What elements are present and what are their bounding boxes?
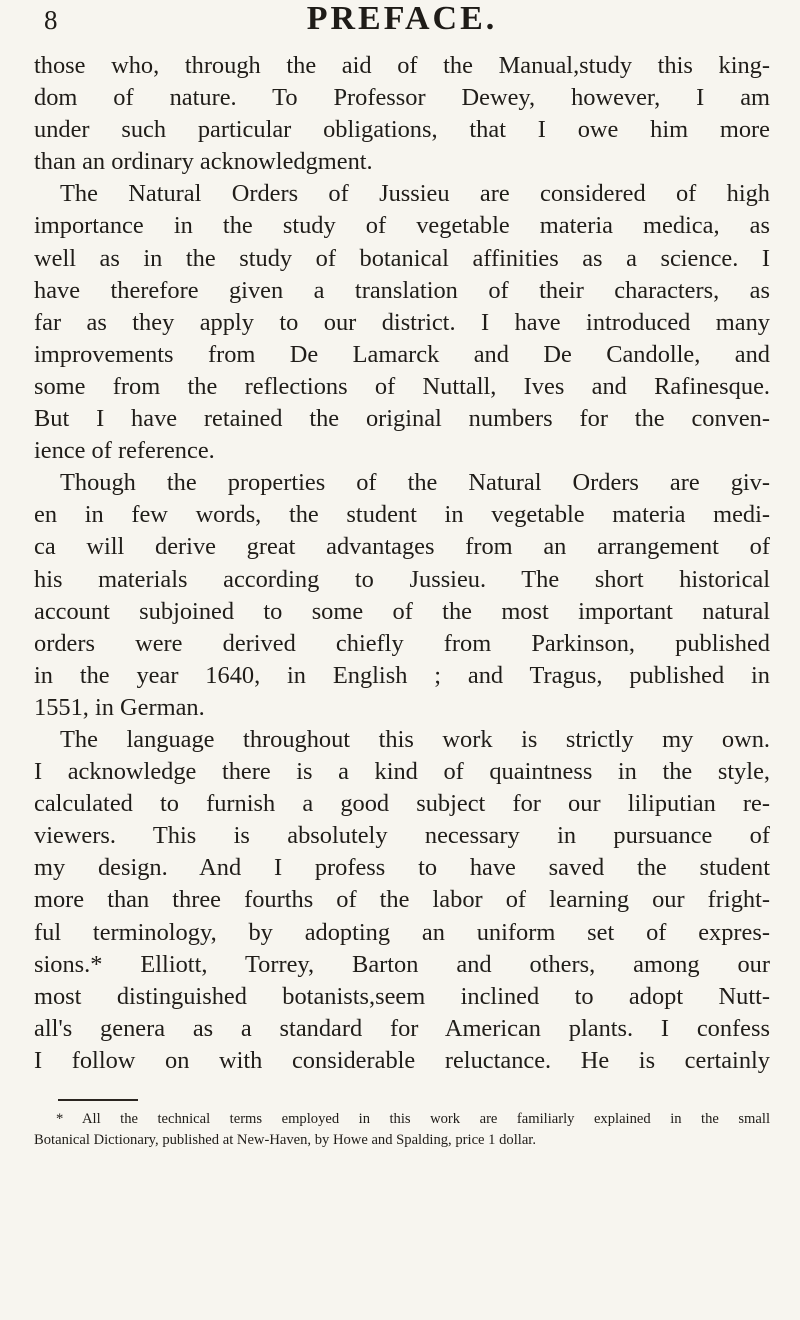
text-line: Though the properties of the Natural Orders are giv- — [60, 469, 770, 497]
text-line: in the year 1640, in English ; and Tragus, published in — [34, 661, 770, 689]
text-line: The language throughout this work is strictly my own. — [60, 725, 770, 753]
text-line: my design. And I profess to have saved the student — [34, 854, 770, 882]
text-line: 1551, in German. — [34, 693, 205, 721]
text-line: well as in the study of botanical affinities as a science. I — [34, 244, 770, 272]
text-line: en in few words, the student in vegetable materia medi- — [34, 501, 770, 529]
footnote-line: * All the technical terms employed in this work are familiarly explained in the small — [56, 1111, 770, 1127]
text-line: dom of nature. To Professor Dewey, however, I am — [34, 84, 770, 112]
text-line: viewers. This is absolutely necessary in pursuance of — [34, 822, 770, 850]
running-head: PREFACE. — [306, 0, 498, 37]
page-number: 8 — [44, 5, 58, 35]
text-line: most distinguished botanists,seem inclined to adopt Nutt- — [34, 982, 770, 1010]
text-line: under such particular obligations, that I owe him more — [34, 116, 770, 144]
text-line: I acknowledge there is a kind of quaintness in the style, — [34, 758, 770, 786]
text-line: more than three fourths of the labor of learning our fright- — [34, 886, 770, 914]
text-line: far as they apply to our district. I have introduced many — [34, 308, 770, 336]
body-text — [34, 50, 770, 1077]
text-line: importance in the study of vegetable materia medica, as — [34, 212, 770, 240]
footnote-rule — [58, 1099, 138, 1101]
text-line: sions.* Elliott, Torrey, Barton and others, among our — [34, 950, 770, 978]
text-line: his materials according to Jussieu. The short historical — [34, 565, 770, 593]
text-line: than an ordinary acknowledgment. — [34, 148, 373, 176]
text-line: have therefore given a translation of their characters, as — [34, 276, 770, 304]
text-line: account subjoined to some of the most important natural — [34, 597, 770, 625]
text-line: ca will derive great advantages from an arrangement of — [34, 533, 770, 561]
text-line: ience of reference. — [34, 437, 215, 465]
page-header — [34, 0, 770, 44]
text-line: all's genera as a standard for American plants. I confess — [34, 1014, 770, 1042]
footnote — [34, 1109, 770, 1151]
text-line: improvements from De Lamarck and De Candolle, and — [34, 340, 770, 368]
text-line: The Natural Orders of Jussieu are considered of high — [60, 180, 770, 208]
text-line: those who, through the aid of the Manual,study this king- — [34, 52, 770, 79]
text-line: I follow on with considerable reluctance. He is certainly — [34, 1046, 770, 1074]
text-line: orders were derived chiefly from Parkinson, published — [34, 629, 770, 657]
text-line: But I have retained the original numbers for the conven- — [34, 405, 770, 433]
text-line: calculated to furnish a good subject for our liliputian re- — [34, 790, 770, 818]
footnote-line: Botanical Dictionary, published at New-Haven, by Howe and Spalding, price 1 dollar. — [34, 1132, 537, 1148]
text-line: some from the reflections of Nuttall, Ives and Rafinesque. — [34, 372, 770, 400]
text-line: ful terminology, by adopting an uniform set of expres- — [34, 918, 770, 946]
